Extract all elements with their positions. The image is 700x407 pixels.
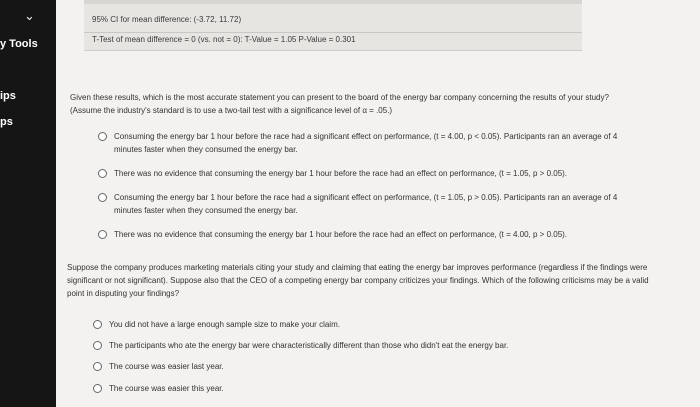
q2-option-1[interactable] <box>93 318 633 331</box>
q1-option-4[interactable] <box>98 228 628 241</box>
chevron-down-icon[interactable]: ⌄ <box>24 8 35 23</box>
option-label: The course was easier this year. <box>109 384 224 393</box>
q2-option-4[interactable] <box>93 382 633 395</box>
output-top-strip <box>84 0 582 4</box>
radio-button[interactable] <box>98 169 107 178</box>
sidebar-item-tools[interactable]: y Tools <box>0 38 38 50</box>
q1-option-2[interactable] <box>98 167 628 180</box>
radio-button[interactable] <box>93 362 102 371</box>
question2-prompt: Suppose the company produces marketing materials citing your study and claiming that eating the energy bar improves performance (regardless if the findings were significant or not significant). Suppose also that the CEO of a competing energy bar company criticizes your findings. Which of the following criticisms may be a valid point in disputing your findings? <box>67 263 649 298</box>
q1-option-3[interactable] <box>98 191 628 217</box>
option-label: The course was easier last year. <box>109 362 224 371</box>
radio-button[interactable] <box>93 320 102 329</box>
main-content <box>56 0 700 407</box>
sidebar-item-ips[interactable]: ips <box>0 90 16 102</box>
radio-button[interactable] <box>93 384 102 393</box>
option-label: There was no evidence that consuming the energy bar 1 hour before the race had an effect on performance, (t = 4.00, p > 0.05). <box>114 230 568 239</box>
radio-button[interactable] <box>98 230 107 239</box>
radio-button[interactable] <box>98 132 107 141</box>
question1-prompt: Given these results, which is the most accurate statement you can present to the board of the energy bar company concerning the results of your study? (Assume the industry's standard is to use a two-tail test with a significance level of α = .05.) <box>70 93 609 115</box>
q2-option-3[interactable] <box>93 360 633 373</box>
q2-option-2[interactable] <box>93 339 633 352</box>
radio-button[interactable] <box>98 193 107 202</box>
output-divider <box>84 32 582 33</box>
option-label: There was no evidence that consuming the energy bar 1 hour before the race had an effect on performance, (t = 1.05, p > 0.05). <box>114 169 568 178</box>
sidebar-item-ps[interactable]: ps <box>0 116 13 128</box>
ttest-line: T-Test of mean difference = 0 (vs. not = 0): T-Value = 1.05 P-Value = 0.301 <box>92 35 356 44</box>
sidebar <box>0 0 56 407</box>
option-label: Consuming the energy bar 1 hour before the race had a significant effect on performance, (t = 1.05, p > 0.05). Participants ran an average of 4 minutes faster when they consumed the energy bar. <box>114 193 618 215</box>
option-label: You did not have a large enough sample size to make your claim. <box>109 320 340 329</box>
option-label: The participants who ate the energy bar were characteristically different than those who didn't eat the energy bar. <box>109 341 509 350</box>
q1-option-1[interactable] <box>98 130 628 156</box>
minitab-output-box <box>84 0 582 51</box>
option-label: Consuming the energy bar 1 hour before the race had a significant effect on performance, (t = 4.00, p < 0.05). Participants ran an average of 4 minutes faster when they consumed the energy bar. <box>114 132 618 154</box>
ci-line: 95% CI for mean difference: (-3.72, 11.72) <box>92 15 242 24</box>
radio-button[interactable] <box>93 341 102 350</box>
